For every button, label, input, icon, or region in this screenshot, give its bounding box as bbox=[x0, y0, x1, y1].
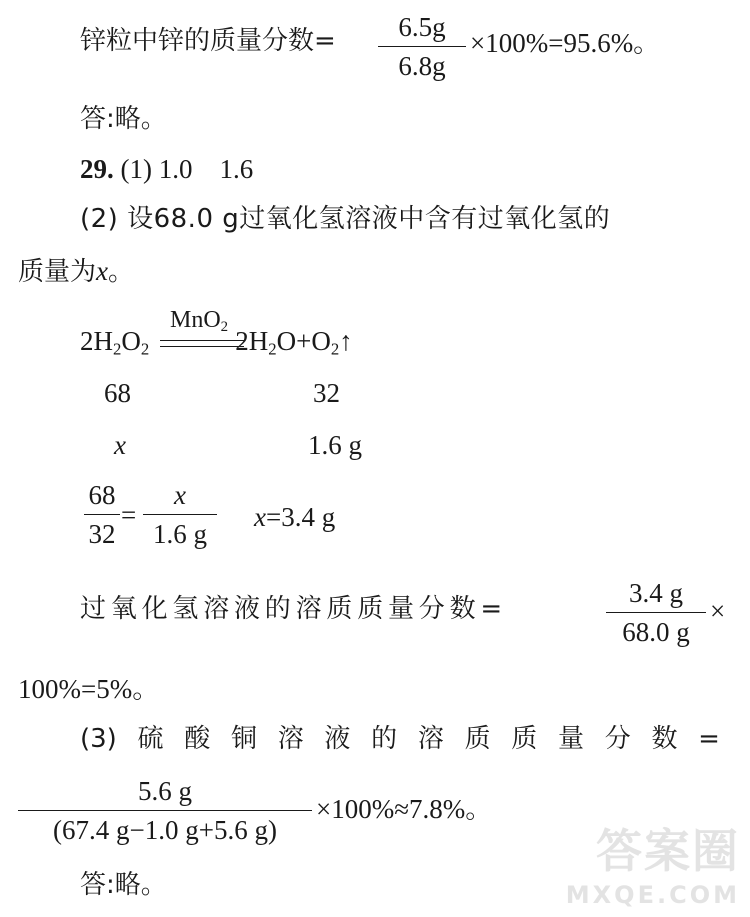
gas-arrow: ↑ bbox=[339, 326, 353, 356]
fraction-numerator: 3.4 g bbox=[629, 578, 683, 608]
watermark-logo bbox=[566, 815, 740, 909]
fraction-numerator: x bbox=[174, 480, 186, 510]
catalyst-main: MnO bbox=[170, 307, 221, 333]
label-char: 质 bbox=[464, 724, 491, 754]
fraction-denominator: (67.4 g−1.0 g+5.6 g) bbox=[53, 815, 277, 845]
fraction-numerator: 6.5g bbox=[398, 12, 446, 42]
label-char: 质 bbox=[511, 724, 538, 754]
part-2-setup-continuation bbox=[18, 258, 134, 285]
catalyst-subscript: 2 bbox=[220, 319, 229, 336]
label-char: 量 bbox=[558, 724, 585, 754]
part-1-answer: (1) 1.0 1.6 bbox=[120, 154, 254, 184]
watermark-text-en: MXQE.COM bbox=[565, 881, 740, 909]
part-2-setup-line: (2) 设68.0 g过氧化氢溶液中含有过氧化氢的 bbox=[80, 204, 611, 234]
ratio-32: 32 bbox=[313, 378, 340, 408]
question-number: 29. bbox=[80, 154, 114, 184]
proportion-fraction-left bbox=[84, 482, 120, 548]
fraction-numerator: 5.6 g bbox=[138, 776, 192, 806]
reactant: $2H_2O_2$ bbox=[80, 326, 150, 359]
part-3-label bbox=[80, 726, 720, 752]
setup-text: 质量为 bbox=[18, 257, 97, 287]
variable-x: x bbox=[96, 256, 108, 286]
ratio-x: x bbox=[114, 430, 126, 460]
proportion-fraction-right bbox=[143, 482, 217, 548]
label-char: = bbox=[698, 724, 720, 754]
h2o2-fraction-result: 100%=5%。 bbox=[18, 674, 160, 704]
times-sign: × bbox=[710, 596, 726, 626]
products: $2H_2O+O_2↑$ bbox=[235, 326, 353, 359]
fraction-denominator: 68.0 g bbox=[622, 617, 690, 647]
label-char: 酸 bbox=[184, 724, 211, 754]
zinc-mass-fraction bbox=[378, 14, 466, 80]
fraction-denominator: 6.8g bbox=[398, 51, 446, 81]
ratio-1-6g: 1.6 g bbox=[308, 430, 362, 460]
label-char: 分 bbox=[604, 724, 631, 754]
proportion-result: x=3.4 g bbox=[254, 502, 336, 532]
part-3-number: (3) bbox=[80, 724, 117, 754]
h2o2-fraction-label: 过氧化氢溶液的溶质质量分数= bbox=[80, 594, 507, 624]
proportion-equals: = bbox=[121, 500, 137, 530]
zinc-fraction-label: 锌粒中锌的质量分数= bbox=[80, 26, 336, 56]
zinc-fraction-result: ×100%=95.6%。 bbox=[470, 28, 661, 58]
copper-sulfate-result: ×100%≈7.8%。 bbox=[316, 794, 493, 824]
watermark-text-cn: 答案圈 bbox=[596, 824, 740, 878]
label-char: 溶 bbox=[277, 724, 304, 754]
label-char: 硫 bbox=[137, 724, 164, 754]
label-char: 的 bbox=[371, 724, 398, 754]
label-char: 溶 bbox=[417, 724, 444, 754]
question-29-part-1 bbox=[80, 156, 253, 183]
label-char: 数 bbox=[651, 724, 678, 754]
fraction-denominator: 32 bbox=[88, 519, 116, 549]
ratio-68: 68 bbox=[104, 378, 131, 408]
reaction-equals-sign bbox=[160, 340, 244, 348]
fraction-numerator: 68 bbox=[88, 480, 116, 510]
label-char: 液 bbox=[324, 724, 351, 754]
answer-omitted: 答:略。 bbox=[80, 104, 167, 134]
answer-omitted-2: 答:略。 bbox=[80, 870, 167, 900]
copper-sulfate-mass-fraction bbox=[18, 778, 312, 844]
label-char: 铜 bbox=[230, 724, 257, 754]
fraction-denominator: 1.6 g bbox=[153, 519, 207, 549]
setup-period: 。 bbox=[108, 257, 135, 287]
h2o2-mass-fraction bbox=[606, 580, 706, 646]
